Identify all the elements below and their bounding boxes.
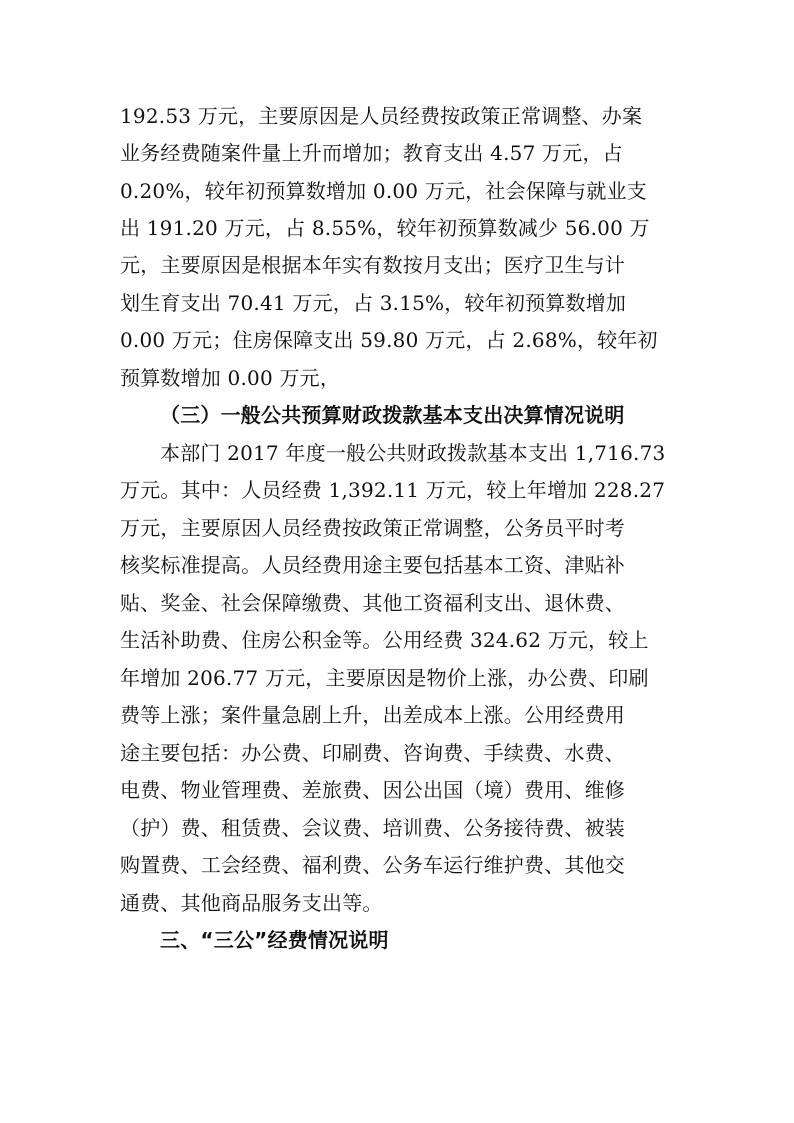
body-text-line: 贴、奖金、社会保障缴费、其他工资福利支出、退休费、 [120, 591, 625, 615]
body-text-line: 划生育支出 70.41 万元，占 3.15%，较年初预算数增加 [120, 291, 627, 315]
section-heading-3: （三）一般公共预算财政拨款基本支出决算情况说明 [160, 403, 625, 427]
body-text-line: 生活补助费、住房公积金等。公用经费 324.62 万元，较上 [120, 628, 649, 652]
body-text-line: 途主要包括：办公费、印刷费、咨询费、手续费、水费、 [120, 741, 625, 765]
body-text-line: 电费、物业管理费、差旅费、因公出国（境）费用、维修 [120, 778, 625, 802]
body-text-line: 元，主要原因是根据本年实有数按月支出；医疗卫生与计 [120, 253, 625, 277]
body-text-line: 购置费、工会经费、福利费、公务车运行维护费、其他交 [120, 853, 625, 877]
body-text-line: 0.00 万元；住房保障支出 59.80 万元，占 2.68%，较年初 [120, 328, 658, 352]
body-text-line: 年增加 206.77 万元，主要原因是物价上涨，办公费、印刷 [120, 666, 649, 690]
body-text-line: 万元，主要原因人员经费按政策正常调整，公务员平时考 [120, 516, 625, 540]
body-text-line: 192.53 万元，主要原因是人员经费按政策正常调整、办案 [120, 104, 643, 128]
body-text-line: 核奖标准提高。人员经费用途主要包括基本工资、津贴补 [120, 553, 625, 577]
body-text-line: 业务经费随案件量上升而增加；教育支出 4.57 万元，占 [120, 141, 623, 165]
section-heading-main: 三、“三公”经费情况说明 [160, 928, 389, 952]
body-text-line: 本部门 2017 年度一般公共财政拨款基本支出 1,716.73 [160, 441, 666, 465]
body-text-line: （护）费、租赁费、会议费、培训费、公务接待费、被装 [120, 816, 625, 840]
body-text-line: 万元。其中：人员经费 1,392.11 万元，较上年增加 228.27 [120, 478, 666, 502]
body-text-line: 通费、其他商品服务支出等。 [120, 891, 383, 915]
body-text-line: 出 191.20 万元，占 8.55%，较年初预算数减少 56.00 万 [120, 216, 650, 240]
body-text-line: 0.20%，较年初预算数增加 0.00 万元，社会保障与就业支 [120, 179, 647, 203]
body-text-line: 预算数增加 0.00 万元， [120, 366, 341, 390]
body-text-line: 费等上涨；案件量急剧上升，出差成本上涨。公用经费用 [120, 703, 625, 727]
